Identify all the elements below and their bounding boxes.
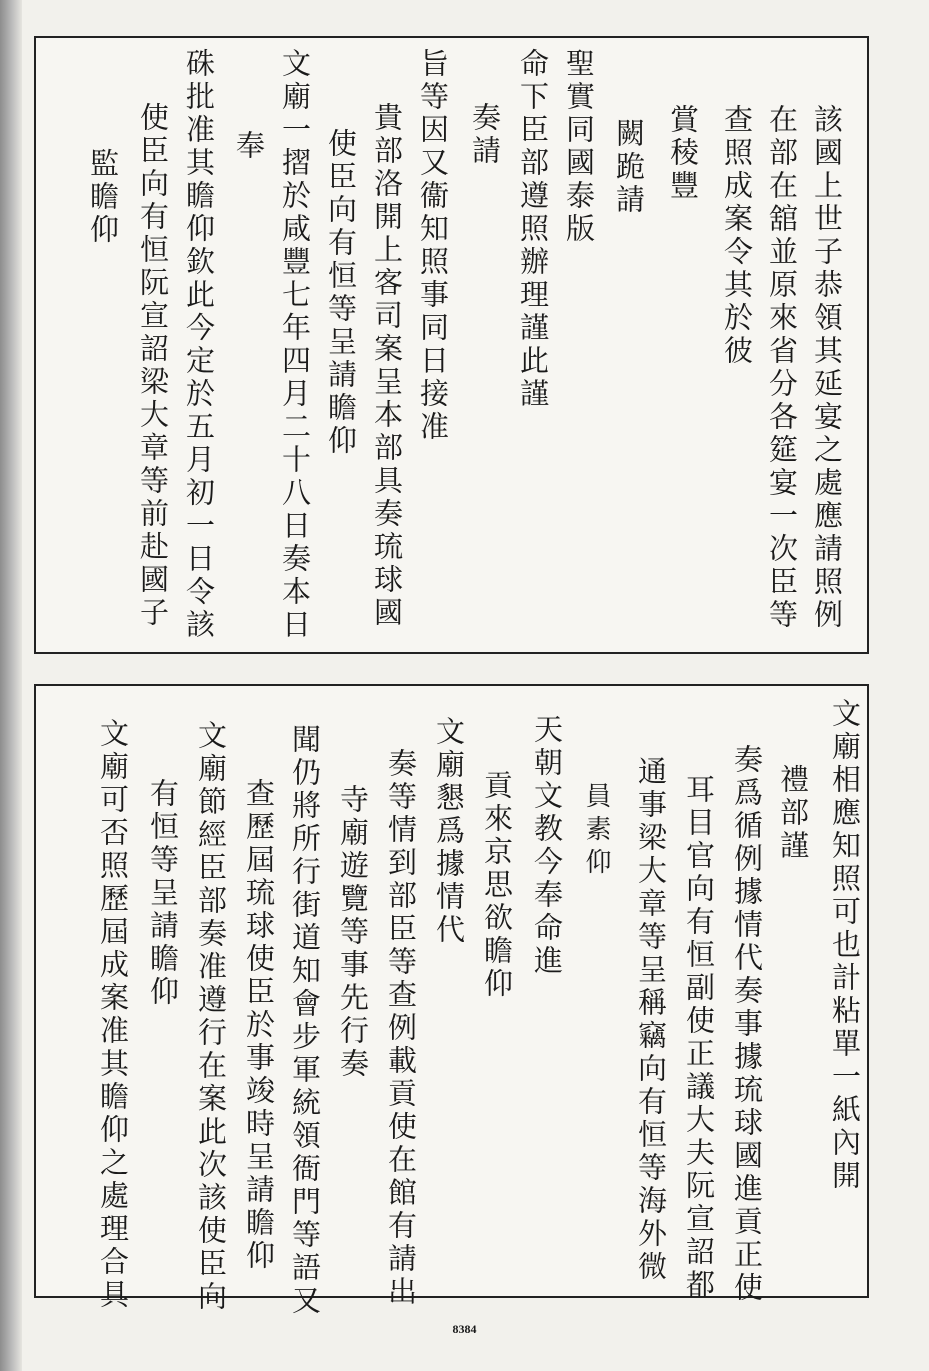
text-column: 貢來京思欲瞻仰 (480, 770, 514, 1001)
text-column: 旨等因又衞知照事同日接准 (416, 48, 450, 444)
text-column: 奏等情到部臣等查例載貢使在館有請出 (384, 748, 418, 1309)
upper-text-frame (34, 36, 869, 654)
text-column: 賞稜豐 (666, 104, 700, 203)
text-column: 奉 (232, 130, 266, 163)
binding-shadow (0, 0, 22, 1371)
text-column: 使臣向有恒阮宣詔梁大章等前赴國子 (136, 102, 170, 630)
text-column: 闕跪請 (612, 118, 646, 217)
text-column: 通事梁大章等呈稱竊向有恒等海外微 (634, 756, 668, 1284)
text-column: 文廟可否照歷屆成案准其瞻仰之處理合具 (96, 718, 130, 1312)
text-column: 聞仍將所行街道知會步軍統領衙門等語又 (288, 724, 322, 1318)
text-column: 文廟一摺於咸豐七年四月二十八日奏本日 (278, 48, 312, 642)
text-column: 有恒等呈請瞻仰 (146, 778, 180, 1009)
page-number: 8384 (452, 1322, 477, 1336)
text-column: 禮部謹 (776, 764, 810, 863)
text-column: 使臣向有恒等呈請瞻仰 (324, 128, 358, 458)
text-column: 該國上世子恭領其延宴之處應請照例 (810, 104, 844, 632)
text-column: 奏請 (468, 102, 502, 168)
text-column: 文廟節經臣部奏准遵行在案此次該使臣向 (194, 720, 228, 1314)
text-column: 查照成案令其於彼 (720, 104, 754, 368)
text-column: 天朝文教今奉命進 (530, 714, 564, 978)
text-column: 命下臣部遵照辦理謹此謹 (516, 48, 550, 411)
text-column: 文廟懇爲據情代 (432, 716, 466, 947)
text-column: 監瞻仰 (86, 148, 120, 247)
text-column: 耳目官向有恒副使正議大夫阮宣詔都 (682, 774, 716, 1302)
lower-text-frame (34, 684, 869, 1318)
text-column: 寺廟遊覽等事先行奏 (336, 784, 370, 1081)
text-column: 文廟相應知照可也計粘單一紙內開 (828, 698, 862, 1193)
text-column: 員素仰 (581, 782, 611, 881)
text-column: 在部在舘並原來省分各筵宴一次臣等 (765, 104, 799, 632)
text-column: 聖實同國泰版 (562, 48, 596, 246)
text-column: 查歷屆琉球使臣於事竣時呈請瞻仰 (242, 778, 276, 1273)
text-column: 奏爲循例據情代奏事據琉球國進貢正使 (730, 744, 764, 1305)
text-column: 貴部洛開上客司案呈本部具奏琉球國 (370, 102, 404, 630)
text-column: 硃批准其瞻仰欽此今定於五月初一日令該 (182, 48, 216, 642)
